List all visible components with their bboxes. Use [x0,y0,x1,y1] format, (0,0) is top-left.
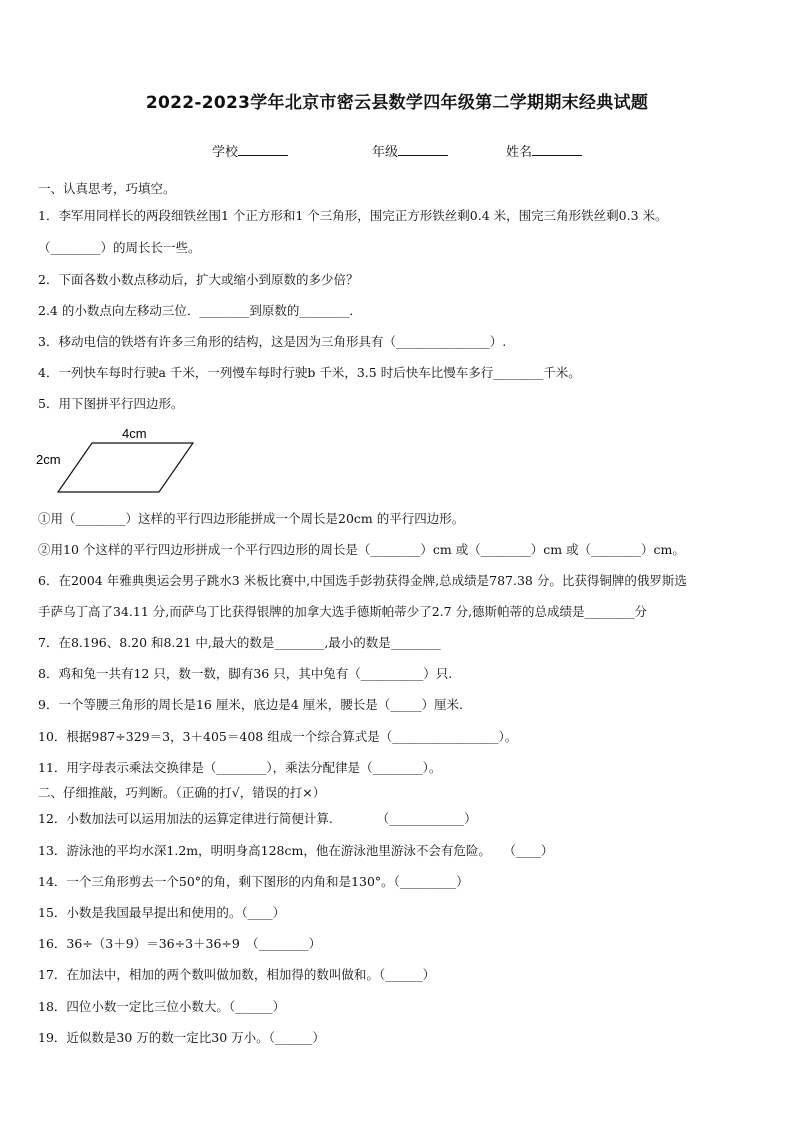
parallelogram-shape [58,443,193,492]
question-11: 11．用字母表示乘法交换律是（________），乘法分配律是（________）。 [38,760,442,775]
question-1-line-1: 1．李军用同样长的两段细铁丝围1 个正方形和1 个三角形，围完正方形铁丝剩0.4 米，围完三角形铁丝剩0.3 米。 [38,208,668,223]
figure-side-label: 2cm [36,452,61,467]
question-9: 9．一个等腰三角形的周长是16 厘米，底边是4 厘米，腰长是（_____）厘米. [38,697,463,712]
question-10: 10．根据987÷329＝3，3＋405＝408 组成一个综合算式是（_________________）。 [38,729,518,744]
question-17: 17．在加法中，相加的两个数叫做加数，相加得的数叫做和。（______） [38,967,436,982]
question-3: 3．移动电信的铁塔有许多三角形的结构，这是因为三角形具有（_______________）. [38,334,507,349]
question-7: 7．在8.196、8.20 和8.21 中,最大的数是________,最小的数是________ [38,635,441,650]
question-19: 19．近似数是30 万的数一定比30 万小。（______） [38,1030,325,1045]
question-14: 14．一个三角形剪去一个50°的角，剩下图形的内角和是130°。（_________） [38,874,469,889]
question-1-line-2: （________）的周长长一些。 [38,240,201,255]
question-2-line-2: 2.4 的小数点向左移动三位．________到原数的________． [38,303,362,318]
question-5-part-1: ①用（________）这样的平行四边形能拼成一个周长是20cm 的平行四边形。 [38,511,465,526]
name-blank[interactable] [532,142,582,156]
question-18: 18．四位小数一定比三位小数大。（______） [38,999,286,1014]
figure-top-label: 4cm [122,426,147,441]
question-6-line-1: 6．在2004 年雅典奥运会男子跳水3 米板比赛中,中国选手彭勃获得金牌,总成绩是787.38 分。比获得铜牌的俄罗斯选 [38,573,687,588]
name-field [506,141,582,160]
question-16: 16．36÷（3＋9）＝36÷3＋36÷9 （________） [38,936,322,951]
question-5-part-2: ②用10 个这样的平行四边形拼成一个平行四边形的周长是（________）cm 或（________）cm 或（________）cm。 [38,542,685,557]
section-1-heading: 一、认真思考，巧填空。 [38,181,176,196]
grade-blank[interactable] [398,142,448,156]
school-field [212,141,288,160]
grade-field [372,141,448,160]
page-title: 2022-2023学年北京市密云县数学四年级第二学期期末经典试题 [145,93,649,113]
question-6-line-2: 手萨乌丁高了34.11 分,而萨乌丁比获得银牌的加拿大选手德斯帕蒂少了2.7 分,德斯帕蒂的总成绩是________分 [38,604,648,619]
grade-label: 年级 [372,145,399,160]
school-blank[interactable] [238,142,288,156]
question-4: 4．一列快车每时行驶a 千米，一列慢车每时行驶b 千米，3.5 时后快车比慢车多行________千米。 [38,365,581,380]
school-label: 学校 [212,145,239,160]
question-2-line-1: 2．下面各数小数点移动后，扩大或缩小到原数的多少倍？ [38,272,359,287]
question-12: 12．小数加法可以运用加法的运算定律进行简便计算. （____________） [38,811,477,826]
parallelogram-figure [36,424,206,496]
question-5: 5．用下图拼平行四边形。 [38,396,184,411]
question-15: 15．小数是我国最早提出和使用的。（____） [38,905,286,920]
section-2-heading: 二、仔细推敲，巧判断。（正确的打√，错误的打×） [38,785,326,800]
question-8: 8．鸡和兔一共有12 只，数一数，脚有36 只，其中兔有（__________）只. [38,666,453,681]
question-13: 13．游泳池的平均水深1.2m，明明身高128cm，他在游泳池里游泳不会有危险。 （____） [38,843,554,858]
name-label: 姓名 [506,145,533,160]
student-info-row [0,141,794,161]
